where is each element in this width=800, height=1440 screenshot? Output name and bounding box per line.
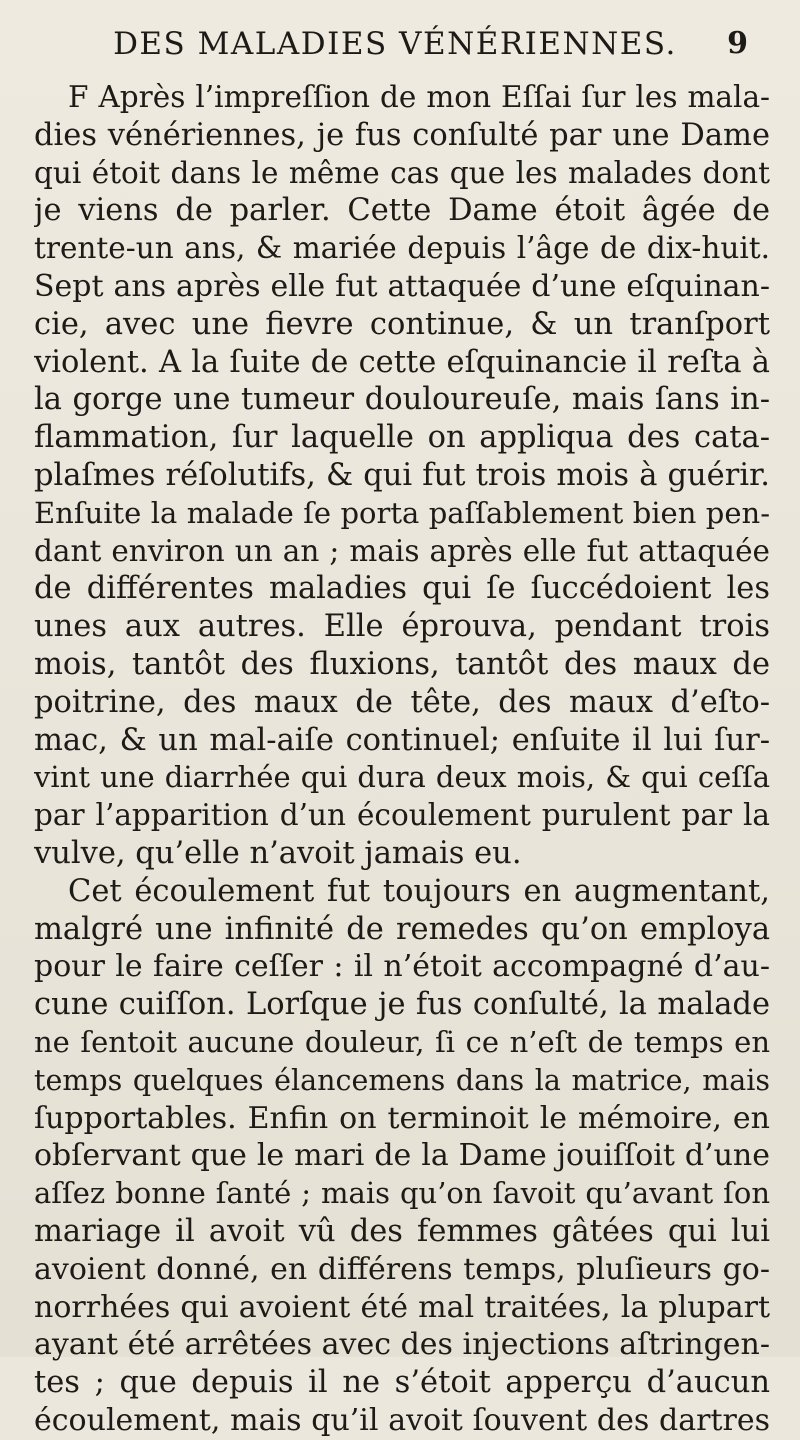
- text-line: par l’apparition d’un écoulement purulent par la: [34, 798, 770, 833]
- text-line: obſervant que le mari de la Dame jouiſſoit d’une: [34, 1138, 770, 1174]
- text-line: dies vénériennes, je fus conſulté par une Dame: [34, 117, 770, 153]
- text-line: qui étoit dans le même cas que les malades dont: [34, 155, 770, 190]
- text-line: je viens de parler. Cette Dame étoit âgée de: [34, 193, 770, 229]
- text-line: plaſmes réſolutifs, & qui fut trois mois à guérir.: [34, 457, 770, 493]
- text-line: ayant été arrêtées avec des injections aſtringen-: [34, 1327, 770, 1363]
- text-line: vint une diarrhée qui dura deux mois, & qui ceſſa: [34, 760, 770, 795]
- text-line: pour le faire ceſſer : il n’étoit accompagné d’au-: [34, 949, 770, 985]
- text-line: vulve, qu’elle n’avoit jamais eu.: [34, 835, 522, 871]
- text-line: F Après l’impreſſion de mon Eſſai ſur les mala-: [68, 80, 770, 114]
- text-line: ſupportables. Enfin on terminoit le mémoire, en: [34, 1100, 770, 1136]
- text-line: ne ſentoit aucune douleur, ſi ce n’eſt de temps en: [34, 1024, 770, 1059]
- text-line: poitrine, des maux de tête, des maux d’eſto-: [34, 684, 770, 720]
- text-line: temps quelques élancemens dans la matrice, mais: [34, 1063, 770, 1097]
- text-line: cune cuiſſon. Lorſque je fus conſulté, la malade: [34, 987, 770, 1023]
- text-line: trente-un ans, & mariée depuis l’âge de dix-huit.: [34, 231, 770, 266]
- body-text: [34, 79, 770, 1440]
- text-line: avoient donné, en différens temps, pluſieurs go-: [34, 1251, 770, 1287]
- text-line: aſſez bonne ſanté ; mais qu’on ſavoit qu’avant ſon: [34, 1176, 770, 1211]
- text-line: Enſuite la malade ſe porta paſſablement bien pen-: [34, 495, 770, 530]
- text-line: norrhées qui avoient été mal traitées, la plupart: [34, 1289, 770, 1325]
- text-line: Sept ans après elle fut attaquée d’une eſquinan-: [34, 268, 770, 304]
- text-line: la gorge une tumeur douloureuſe, mais ſans in-: [34, 382, 770, 418]
- text-line: malgré une infinité de remedes qu’on employa: [34, 911, 770, 947]
- text-line: mois, tantôt des fluxions, tantôt des maux de: [34, 646, 770, 682]
- text-line: mariage il avoit vû des femmes gâtées qui lui: [34, 1213, 770, 1249]
- text-line: flammation, ſur laquelle on appliqua des cata-: [34, 420, 770, 456]
- text-line: violent. A la ſuite de cette eſquinancie il reſta à: [34, 344, 770, 380]
- running-head-title: DES MALADIES VÉNÉRIENNES.: [113, 26, 677, 62]
- text-line: cie, avec une fievre continue, & un tranſport: [34, 306, 770, 342]
- text-line: tes ; que depuis il ne s’étoit apperçu d’aucun: [34, 1365, 770, 1401]
- text-line: dant environ un an ; mais après elle fut attaquée: [34, 533, 770, 568]
- text-line: unes aux autres. Elle éprouva, pendant trois: [34, 609, 770, 645]
- text-line: de différentes maladies qui ſe ſuccédoient les: [34, 571, 770, 607]
- text-line: Cet écoulement fut toujours en augmentant,: [68, 873, 770, 909]
- page-number: 9: [727, 26, 748, 61]
- running-head: [70, 14, 770, 74]
- text-line: écoulement, mais qu’il avoit ſouvent des dartres: [34, 1402, 770, 1438]
- text-line: mac, & un mal-aiſe continuel; enſuite il lui ſur-: [34, 722, 770, 758]
